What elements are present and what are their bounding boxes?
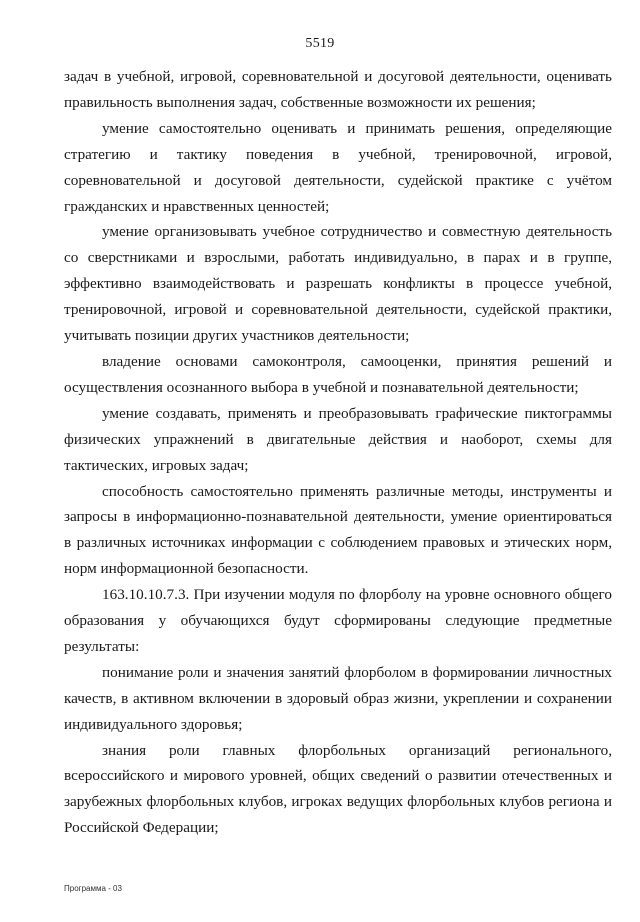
paragraph: умение создавать, применять и преобразовывать графические пиктограммы физических упражнений в двигательные действия и наоборот, схемы для тактических, игровых задач; [64, 404, 612, 474]
paragraph: умение самостоятельно оценивать и принимать решения, определяющие стратегию и тактику поведения в учебной, тренировочной, игровой, соревновательной и досуговой деятельности, судейской практике с учётом гражданских и нравственных ценностей; [64, 119, 612, 215]
document-body [64, 64, 612, 841]
paragraph: задач в учебной, игровой, соревновательной и досуговой деятельности, оценивать правильность выполнения задач, собственные возможности их решения; [64, 68, 612, 111]
paragraph: способность самостоятельно применять различные методы, инструменты и запросы в информационно-познавательной деятельности, умение ориентироваться в различных источниках информации с соблюдением правовых и этических норм, норм информационной безопасности. [64, 482, 612, 578]
paragraph: понимание роли и значения занятий флорболом в формировании личностных качеств, в активном включении в здоровый образ жизни, укреплении и сохранении индивидуального здоровья; [64, 663, 612, 733]
section-paragraph: 163.10.10.7.3. При изучении модуля по флорболу на уровне основного общего образования у обучающихся будут сформированы следующие предметные результаты: [64, 586, 612, 655]
footer-label: Программа - 03 [64, 884, 122, 893]
page-number: 5519 [305, 36, 335, 51]
paragraph: умение организовывать учебное сотрудничество и совместную деятельность со сверстниками и взрослыми, работать индивидуально, в парах и в группе, эффективно взаимодействовать и разрешать конфликты в процессе учебной, тренировочной, игровой и соревновательной деятельности, судейской практики, учитывать позиции других участников деятельности; [64, 223, 612, 345]
paragraph: знания роли главных флорбольных организаций регионального, всероссийского и мирового уровней, общих сведений о развитии отечественных и зарубежных флорбольных клубов, игроках ведущих флорбольных клубов региона и Российской Федерации; [64, 741, 612, 837]
paragraph: владение основами самоконтроля, самооценки, принятия решений и осуществления осознанного выбора в учебной и познавательной деятельности; [64, 352, 612, 396]
